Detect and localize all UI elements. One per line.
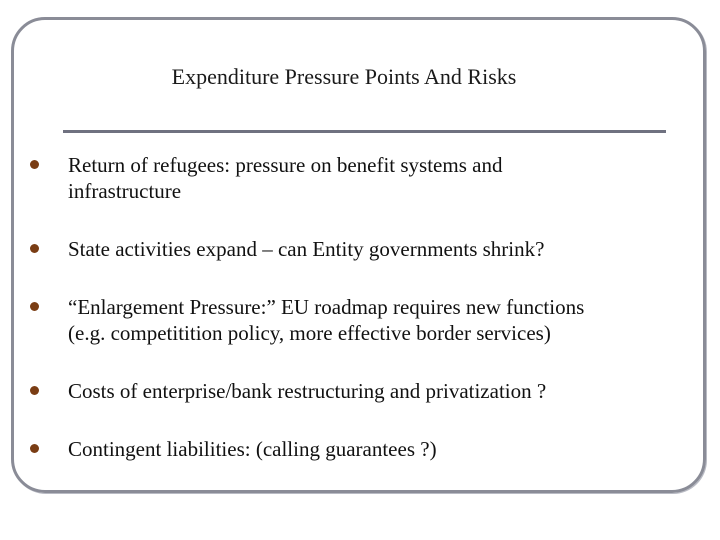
bullet-dot-icon xyxy=(30,160,39,169)
bullet-dot-icon xyxy=(30,386,39,395)
bullet-text xyxy=(68,152,678,204)
bullet-text xyxy=(68,378,678,404)
bullet-line: (e.g. competitition policy, more effective border services) xyxy=(68,321,551,345)
bullet-line: infrastructure xyxy=(68,179,182,203)
title-divider xyxy=(63,130,666,133)
bullet-text xyxy=(68,294,678,346)
bullet-dot-icon xyxy=(30,244,39,253)
bullet-line: Costs of enterprise/bank restructuring and privatization ? xyxy=(68,379,547,403)
bullet-dot-icon xyxy=(30,302,39,311)
bullet-line: Contingent liabilities: (calling guarantees ?) xyxy=(68,437,437,461)
bullet-text xyxy=(68,236,678,262)
bullet-text xyxy=(68,436,678,462)
bullet-line: “Enlargement Pressure:” EU roadmap requires new functions xyxy=(68,295,585,319)
slide-title: Expenditure Pressure Points And Risks xyxy=(171,64,517,89)
bullet-line: Return of refugees: pressure on benefit systems and xyxy=(68,153,503,177)
bullet-dot-icon xyxy=(30,444,39,453)
bullet-line: State activities expand – can Entity governments shrink? xyxy=(68,237,545,261)
